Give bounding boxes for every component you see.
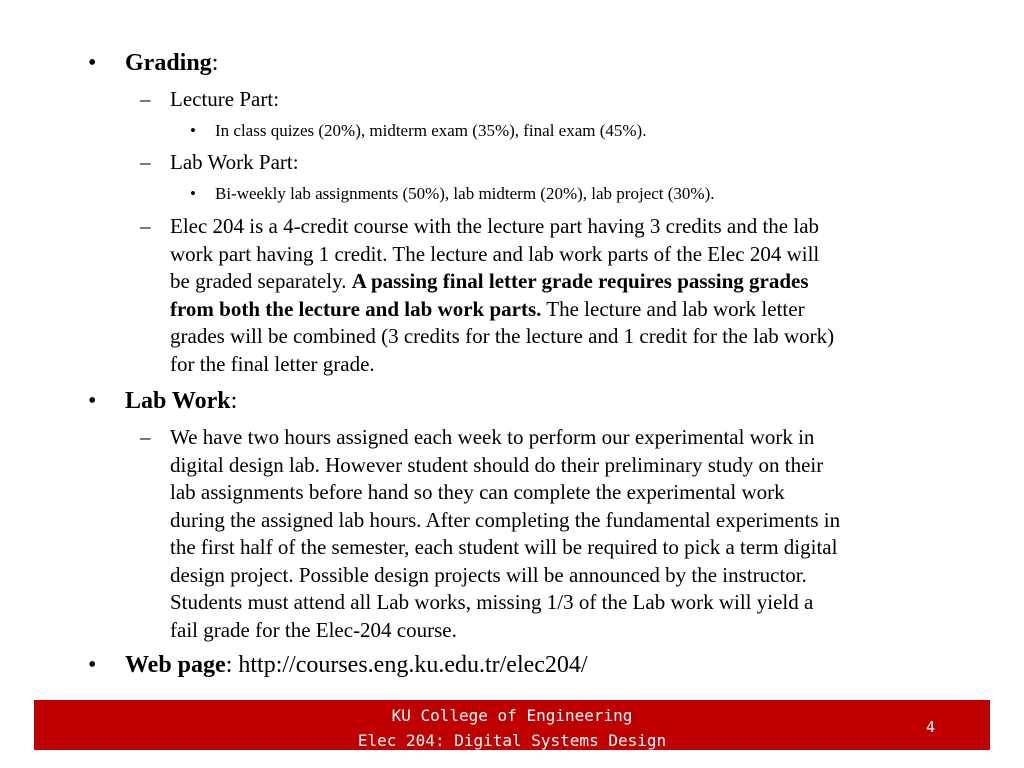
footer-course: Elec 204: Digital Systems Design [357, 731, 667, 750]
bullet-dash: – [140, 87, 151, 111]
lab-work-line: Students must attend all Lab works, missing 1/3 of the Lab work will yield a [170, 590, 814, 614]
lab-work-line: during the assigned lab hours. After completing the fundamental experiments in [170, 507, 841, 532]
lab-work-title: Lab Work [125, 388, 231, 414]
bullet-disc: • [88, 652, 97, 678]
lab-work-heading [125, 387, 237, 415]
bullet-disc-small: • [190, 184, 196, 203]
grading-title: Grading [125, 50, 212, 76]
credit-line: work part having 1 credit. The lecture and lab work parts of the Elec 204 will [170, 241, 820, 266]
lab-work-colon: : [230, 388, 238, 414]
bullet-dash: – [140, 150, 151, 174]
lab-work-line: design project. Possible design projects will be announced by the instructor. [170, 562, 807, 587]
web-page-title: Web page [125, 652, 226, 678]
credit-line-plain: The lecture and lab work letter [541, 296, 805, 321]
lab-part-label: Lab Work Part: [170, 150, 299, 174]
lab-work-line: digital design lab. However student should do their preliminary study on their [170, 452, 824, 477]
bullet-dash: – [140, 214, 151, 238]
credit-paragraph [170, 213, 1000, 378]
page-number: 4 [926, 718, 936, 736]
web-page-heading [125, 651, 588, 679]
bullet-disc: • [88, 50, 97, 76]
lab-work-line: fail grade for the Elec-204 course. [170, 617, 457, 642]
lab-work-line: We have two hours assigned each week to perform our experimental work in [170, 425, 815, 449]
lab-work-line: lab assignments before hand so they can complete the experimental work [170, 480, 785, 504]
credit-line: grades will be combined (3 credits for the lecture and 1 credit for the lab work) [170, 324, 835, 348]
lab-work-paragraph [170, 424, 1000, 644]
bullet-disc-small: • [190, 121, 196, 140]
bullet-dash: – [140, 425, 151, 449]
credit-line: Elec 204 is a 4-credit course with the lecture part having 3 credits and the lab [170, 214, 820, 238]
credit-line: for the final letter grade. [170, 351, 375, 376]
grading-colon: : [211, 50, 219, 76]
bullet-disc: • [88, 388, 97, 414]
lab-part-detail: Bi-weekly lab assignments (50%), lab midterm (20%), lab project (30%). [215, 184, 715, 203]
passing-requirement-bold: from both the lecture and lab work parts. [170, 296, 542, 321]
credit-line [170, 268, 1000, 296]
grading-heading [125, 49, 218, 77]
footer-bar [34, 700, 990, 750]
lab-work-line: the first half of the semester, each student will be required to pick a term digital [170, 535, 838, 559]
footer-college: KU College of Engineering [391, 706, 633, 725]
passing-requirement-bold: A passing final letter grade requires passing grades [351, 269, 809, 293]
credit-line [170, 296, 1000, 324]
web-page-url: : http://courses.eng.ku.edu.tr/elec204/ [225, 652, 588, 678]
credit-line-plain: be graded separately. [170, 269, 352, 293]
lecture-part-label: Lecture Part: [170, 87, 280, 111]
lecture-part-detail: In class quizes (20%), midterm exam (35%), final exam (45%). [215, 121, 647, 140]
